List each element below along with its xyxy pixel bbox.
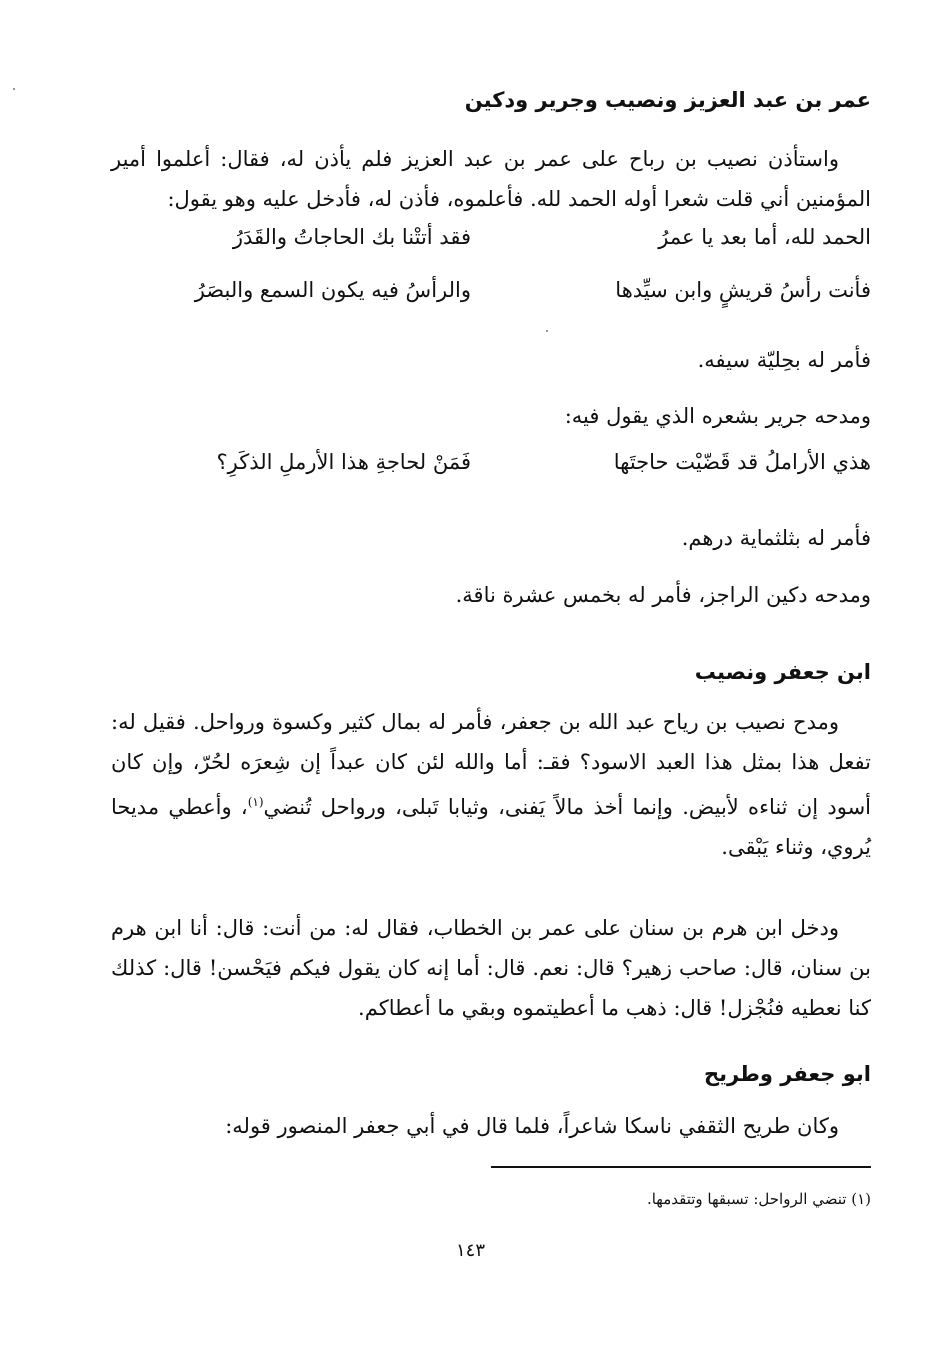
verse-first-hemistich: فأنت رأسُ قريشٍ وابن سيِّدها [615,278,871,302]
paragraph: فأمر له بحِليّة سيفه. [697,348,871,372]
footnote-marker: (١) [247,795,264,809]
paragraph: ومدحه جرير بشعره الذي يقول فيه: [564,404,871,428]
verse-second-hemistich: فَمَنْ لحاجةِ هذا الأرملِ الذكَرِ؟ [216,450,471,474]
paragraph: وكان طريح الثقفي ناسكا شاعراً، فلما قال في أبي جعفر المنصور قوله: [225,1114,839,1138]
scan-speck [13,88,15,90]
page-number: ١٤٣ [455,1240,485,1261]
verse-second-hemistich: فقد أتتْنا بك الحاجاتُ والقَدَرُ [232,225,471,249]
footnote-divider [491,1166,871,1168]
paragraph: ودخل ابن هرم بن سنان على عمر بن الخطاب، فقال له: من أنت: قال: أنا ابن هرم بن سنان، قال: صاحب زهير؟ قال: نعم. قال: أما إنه كان يقول فيكم فيَحْسن! قال: كذلك كنا نعطيه فنُجْزل! قال: ذهب ما أعطيتموه وبقي ما أعطاكم. [111,916,871,1020]
paragraph: ومدحه دكين الراجز، فأمر له بخمس عشرة ناقة. [455,583,871,607]
section-heading: عمر بن عبد العزيز ونصيب وجرير ودكين [464,88,871,112]
footnote: (١) تنضي الرواحل: تسبقها وتتقدمها. [646,1190,871,1208]
paragraph: واستأذن نصيب بن رباح على عمر بن عبد العزيز فلم يأذن له، فقال: أعلموا أمير المؤمنين أني قلت شعرا أوله الحمد لله. فأعلموه، فأذن له، فأدخل عليه وهو يقول: [111,147,871,211]
verse-first-hemistich: الحمد لله، أما بعد يا عمرُ [658,225,871,249]
verse-line [111,225,871,265]
verse-line [111,278,871,318]
verse-line [111,450,871,490]
section-heading: ابن جعفر ونصيب [694,660,871,684]
section-heading: ابو جعفر وطريح [704,1062,871,1086]
paragraph [111,702,871,867]
paragraph-text: ، وأعطي مديحا يُروي، وثناء يَبْقى. [111,795,871,859]
verse-second-hemistich: والرأسُ فيه يكون السمع والبصَرُ [194,278,471,302]
paragraph: فأمر له بثلثماية درهم. [681,526,871,550]
paragraph-text: ومدح نصيب بن رياح عبد الله بن جعفر، فأمر له بمال كثير وكسوة ورواحل. فقيل له: تفعل هذا بمثل هذا العبد الاسود؟ فقـ: أما والله لئن كان عبداً إن شِعرَه لحُرّ، وإن كان أسود إن ثناءه لأبيض. وإنما أخذ مالاً يَفنى، وثيابا تَبلى، ورواحل تُنضي [111,710,871,819]
scan-speck [546,330,548,332]
verse-first-hemistich: هذي الأراملُ قد قَضّيْت حاجتَها [613,450,871,474]
